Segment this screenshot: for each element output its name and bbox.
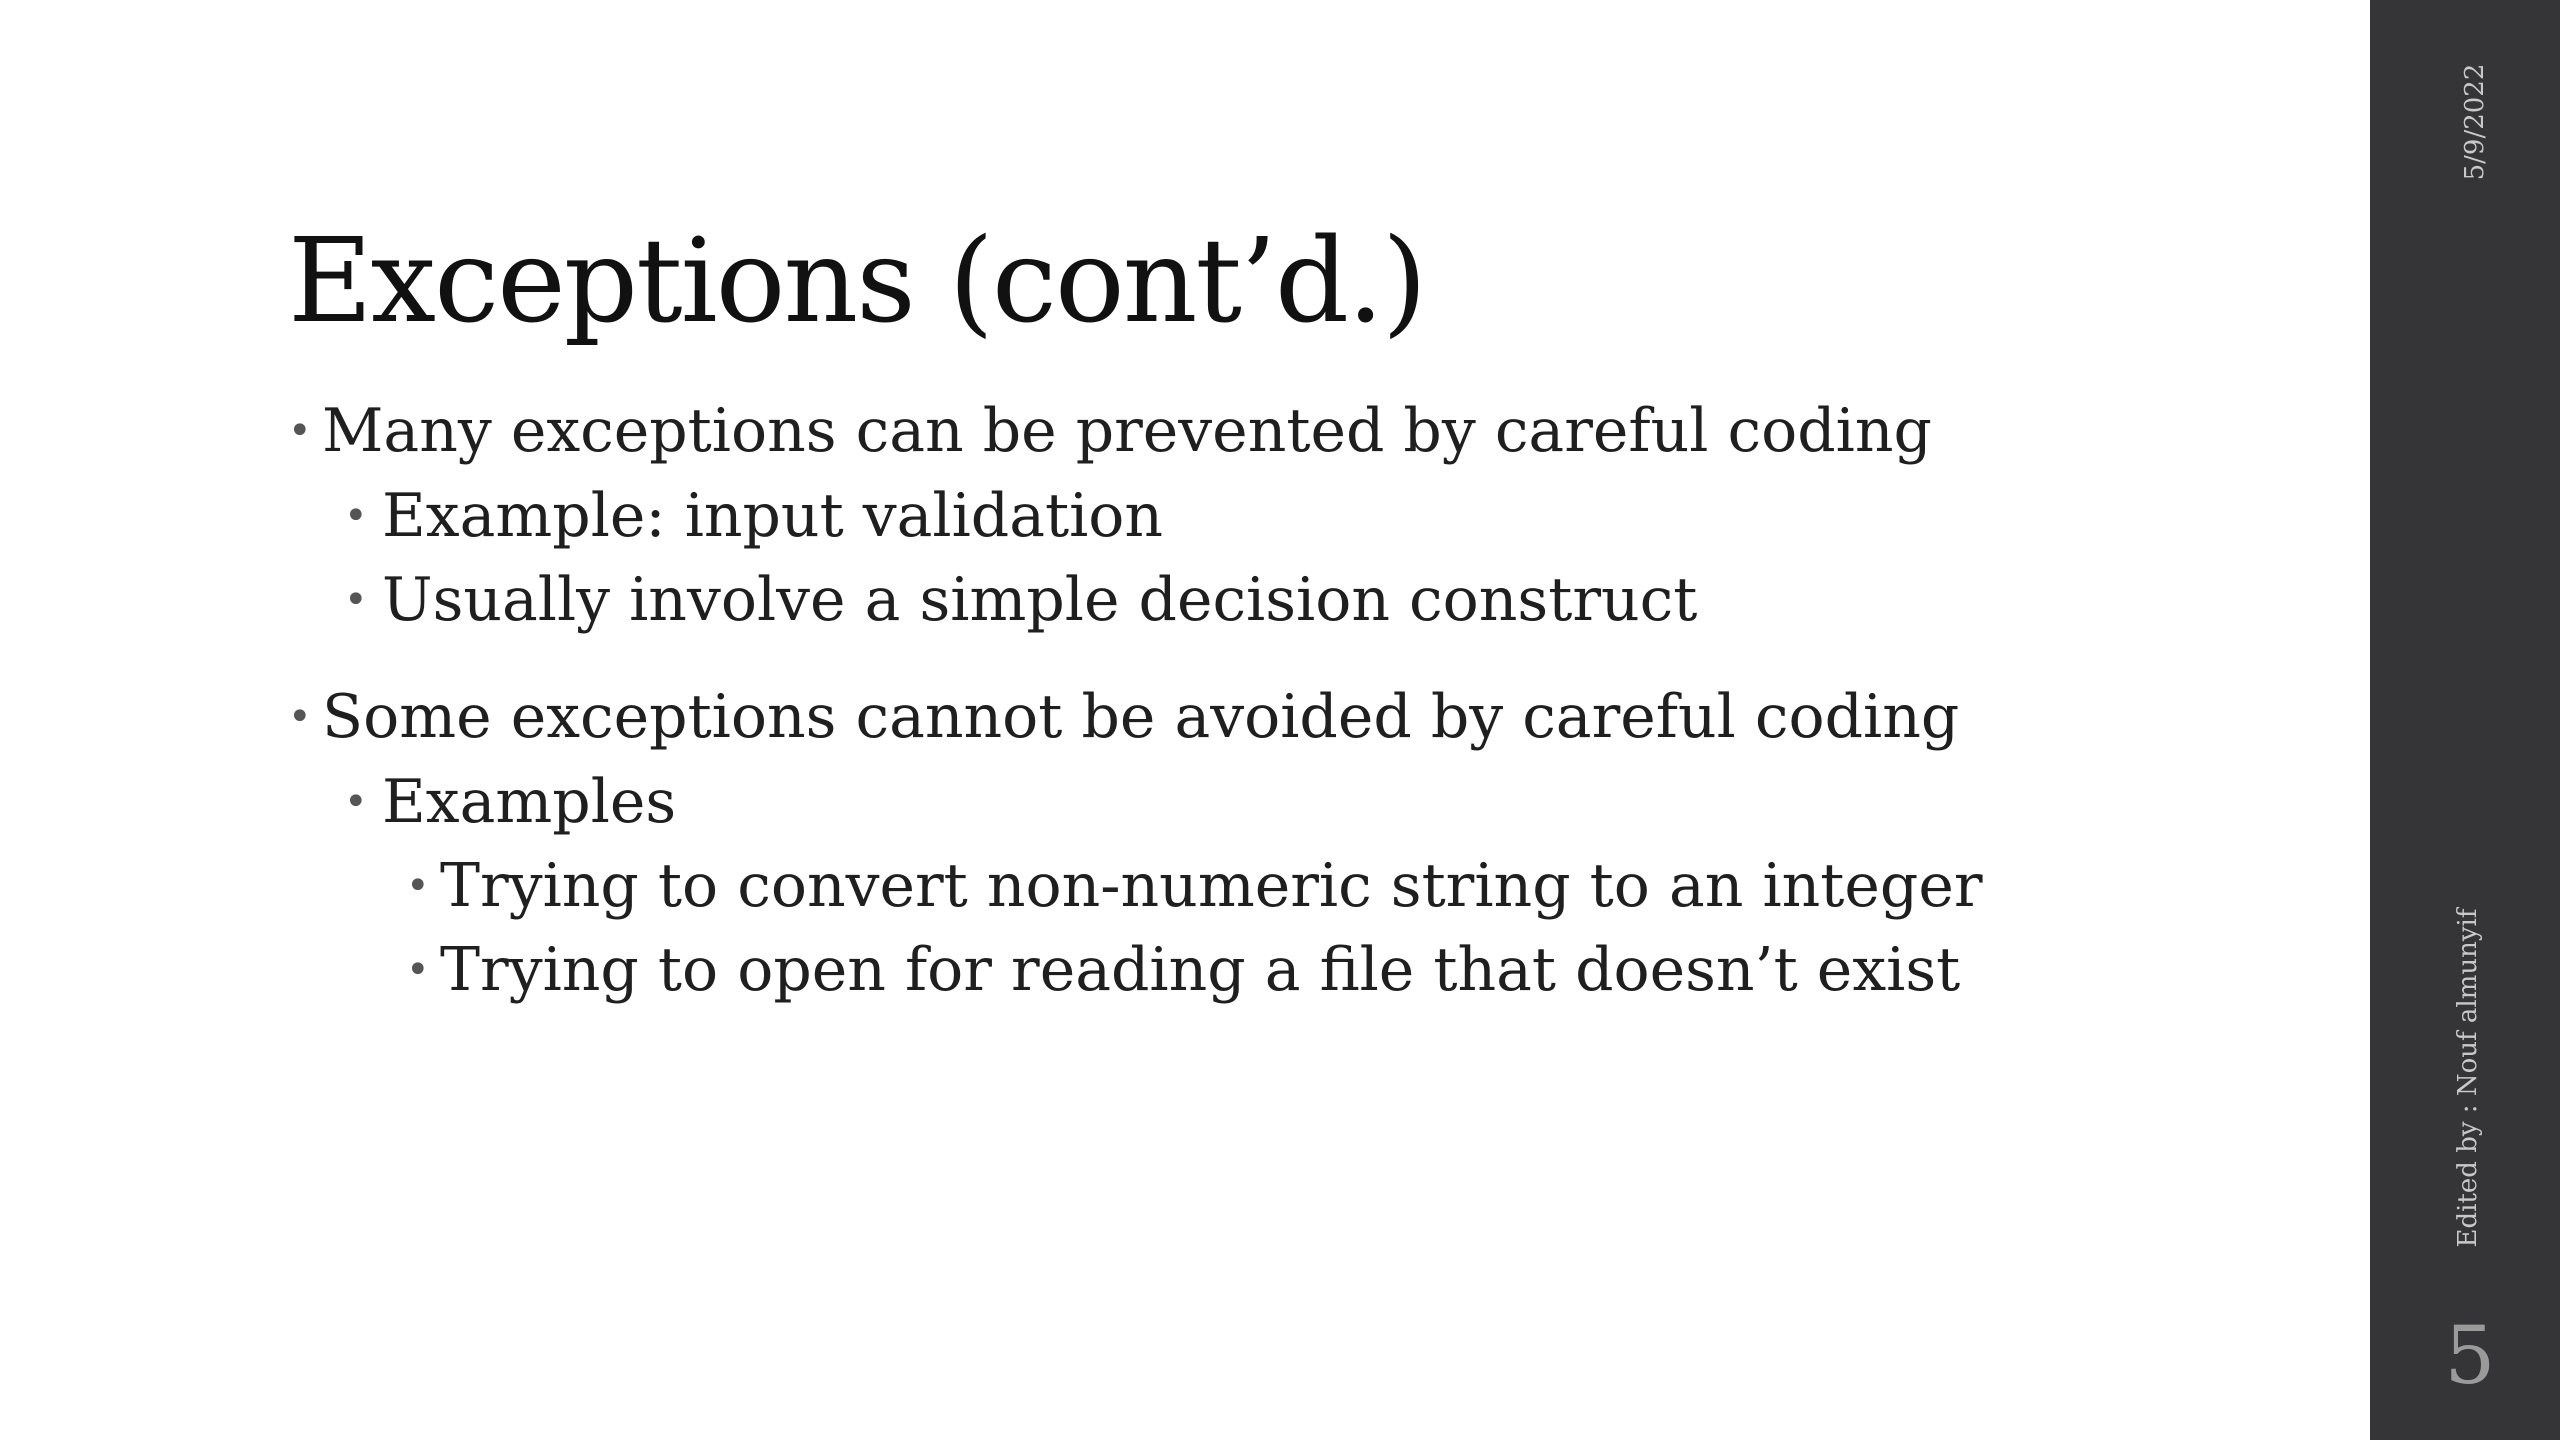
bullet-text: Many exceptions can be prevented by careful coding (322, 396, 1932, 466)
bullet-item (288, 674, 2268, 760)
bullet-text: Some exceptions cannot be avoided by careful coding (322, 682, 1960, 752)
bullet-text: Usually involve a simple decision construct (382, 565, 1698, 635)
bullet-marker: • (344, 779, 368, 825)
bullet-text: Trying to open for reading a file that doesn’t exist (440, 935, 1961, 1005)
bullet-text: Examples (382, 767, 677, 837)
bullet-marker: • (344, 577, 368, 623)
bullet-marker: • (288, 408, 312, 454)
bullet-marker: • (406, 863, 430, 909)
sub-sub-bullet-item (288, 928, 2268, 1012)
bullet-text: Example: input validation (382, 481, 1164, 551)
slide-date: 5/9/2022 (2460, 63, 2490, 181)
sub-bullet-item (288, 760, 2268, 844)
slide-number: 5 (2444, 1309, 2496, 1402)
slide-title: Exceptions (cont’d.) (288, 214, 1426, 349)
sub-bullet-item (288, 558, 2268, 642)
bullet-marker: • (406, 947, 430, 993)
sub-bullet-item (288, 474, 2268, 558)
bullet-marker: • (288, 694, 312, 740)
bullet-item (288, 388, 2268, 474)
bullet-text: Trying to convert non-numeric string to an integer (440, 851, 1983, 921)
spacer (288, 642, 2268, 674)
slide-footer: Edited by : Nouf almunyif (2453, 908, 2483, 1248)
bullet-list (288, 388, 2268, 1012)
sub-sub-bullet-item (288, 844, 2268, 928)
bullet-marker: • (344, 493, 368, 539)
